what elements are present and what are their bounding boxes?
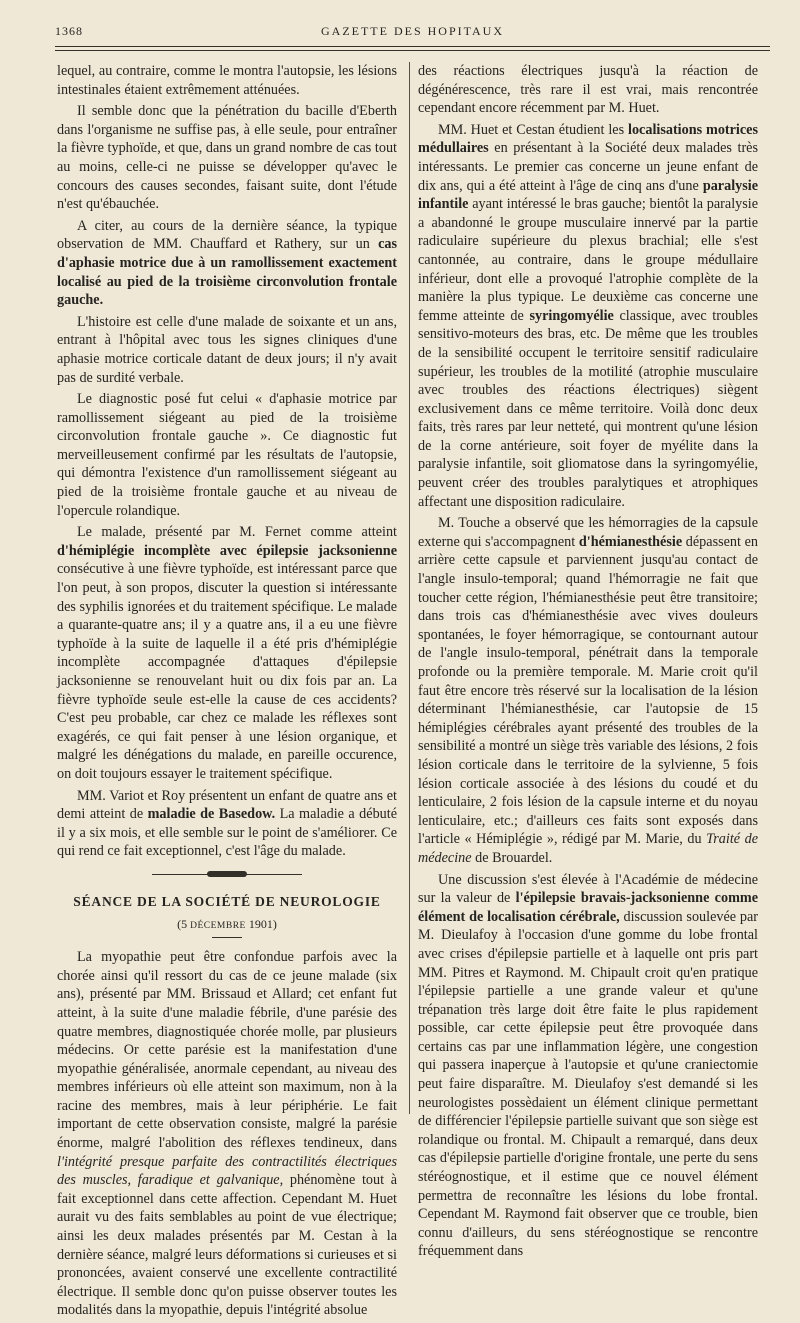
paragraph: Une discussion s'est élevée à l'Académie de médecine sur la valeur de l'épilepsie bravais-jacksonienne comme élément de localisation cérébrale, discussion soulevée par M. Dieulafoy à l'occasion d'une gomme du lobe frontal avec crises d'épilepsie partielle et à laquelle ont pris part MM. Pitres et Raymond. M. Chipault croit qu'en pratique l'épilepsie partielle a une grande valeur et qu'une trépanation très large doit être faite le plus rapidement possible, car cette épilepsie peut être provoquée dans certains cas par une inflammation légère, une congestion qui passera inaperçue à l'autopsie et qu'une craniectomie peut faire disparaître. M. Dieulafoy s'est demandé si les neurologistes possèdaient un élément clinique permettant de différencier l'épilepsie partielle suivant que son siège est rolandique ou frontal. M. Chipault a remarqué, dans deux cas d'épilepsie partielle d'origine frontale, une perte du sens stéréognostique, et il estime que ce nouvel élément permettra de reconnaître les lésions du lobe frontal. Cependant M. Raymond fait observer que ce trouble, bien connu d'ailleurs, du sens stéréognostique se rencontre fréquemment dans (418, 871, 759, 1260)
italic-text: l'intégrité presque parfaite des contractilités électriques des muscles, faradique et galvanique, (57, 1153, 397, 1189)
header-rule-thin (55, 50, 770, 51)
section-date: (5 DÉCEMBRE 1901) (177, 916, 277, 931)
paragraph: A citer, au cours de la dernière séance, la typique observation de MM. Chauffard et Rathery, sur un cas d'aphasie motrice due à un ramollissement exactement localisé au pied de la troisième circonvolution frontale gauche. (57, 217, 397, 309)
paragraph: des réactions électriques jusqu'à la réaction de dégénérescence, très rare il est vrai, mais rencontrée cependant encore récemment par M. Huet. (418, 63, 758, 117)
paragraph: M. Touche a observé que les hémorragies de la capsule externe qui s'accompagnent d'hémianesthésie dépassent en arrière cette capsule et parviennent jusqu'au contact de l'angle insulo-temporal; quand l'hémorragie ne fait que toucher cette région, l'hémianesthésie peut être transitoire; dans trois cas d'hémianesthésie avec vives douleurs spontanées, le foyer hémorragique, se contournant autour de l'angle insulo-temporal, pénétrait dans la temporale profonde ou la première temporale. M. Marie croit qu'il faut être encore très réservé sur la localisation de la lésion déterminant l'hémianesthésie, car l'autopsie de 15 hémiplégies cérébrales ayant présenté des troubles de la sensibilité a montré un siège très variable des lésions, 2 fois lésion corticale dans le territoire de la sylvienne, 5 fois lésion corticale associée à des lésions du coudé et du lenticulaire, 2 fois lésion de la capsule interne et du noyau lenticulaire, etc.; d'ailleurs ces faits sont exposés dans l'article « Hémiplégie », rédigé par M. Marie, du Traité de médecine de Brouardel. (418, 515, 758, 866)
paragraph: L'histoire est celle d'une malade de soixante et un ans, entrant à l'hôpital avec tous les signes cliniques d'une aphasie motrice corticale datant de deux jours; il n'y avait pas de surdité verbale. (57, 313, 397, 386)
short-rule (212, 937, 242, 938)
paragraph: MM. Variot et Roy présentent un enfant de quatre ans et demi atteint de maladie de Basedow. La maladie a débuté il y a six mois, et elle semble sur le point de s'améliorer. Ce qui rend ce fait exceptionnel, c'est l'âge du malade. (57, 787, 398, 860)
bold-heading-text: cas d'aphasie motrice due à un ramollissement exactement localisé au pied de la troisième circonvolution frontale gauche. (57, 236, 397, 309)
paragraph: MM. Huet et Cestan étudient les localisations motrices médullaires en présentant à la Société deux malades très intéressants. Le premier cas concerne un jeune enfant de dix ans, qui a été atteint à l'âge de cinq ans d'une paralysie infantile ayant intéressé le bras gauche; bientôt la paralysie a abandonné le groupe musculaire innervé par la partie radiculaire supérieure du plexus brachial; elle s'est cantonnée, au contraire, dans le groupe médullaire inférieur, dont elle a provoqué l'atrophie complète de la manière la plus typique. Le deuxième cas concerne une femme atteinte de syringomyélie classique, avec troubles sensitivo-moteurs des bras, etc. De même que les troubles de la sensibilité occupent le territoire sensitif radiculaire supérieur, les troubles de la motilité (atrophie musculaire avec troubles des réactions électriques) siègent exclusivement dans ce même territoire. Voilà donc deux faits, très rares par leur netteté, qui montrent qu'une lésion de la corne antérieure, soit foyer de myélite dans la paralysie infantile, soit gliomatose dans la syringomyélie, peuvent créer des troubles paralytiques et atrophiques affectant une disposition radiculaire. (418, 121, 758, 510)
header-rule (55, 46, 770, 47)
paragraph: Le malade, présenté par M. Fernet comme atteint d'hémiplégie incomplète avec épilepsie jacksonienne consécutive à une fièvre typhoïde, est intéressant parce que l'on peut, à son propos, discuter la question si intéressante des syphilis ignorées et du traitement spécifique. Le malade a quarante-quatre ans; il y a quatre ans, il a eu une fièvre typhoïde à la suite de laquelle il a été pris d'hémiplégie incomplète accompagnée d'attaques d'épilepsie jacksonienne se renouvelant huit ou dix fois par an. La fièvre typhoïde seule est-elle la cause de ces accidents? C'est peu probable, car chez ce malade les réflexes sont exagérés, ce qui fait penser à une lésion organique, et malgré les dénégations du malade, en pareille occurence, on doit toujours essayer le traitement spécifique. (57, 524, 397, 782)
paragraph: La myopathie peut être confondue parfois avec la chorée ainsi qu'il ressort du cas de ce jeune malade (six ans), présenté par MM. Brissaud et Allard; cet enfant fut atteint, à la suite d'une maladie fébrile, d'une parésie des quatre membres, diagnostiquée chorée molle, par plusieurs médecins. Or cette parésie est la manifestation d'une myopathie généralisée, anormale cependant, au niveau des membres inférieurs où elle atteint son maximum, non à la racine des membres, mais à leur périphérie. Le fait important de cette observation consiste, malgré la parésie énorme, malgré l'abolition des réflexes tendineux, dans l'intégrité presque parfaite des contractilités électriques des muscles, faradique et galvanique, phénomène tout à fait exceptionnel dans cette affection. Cependant M. Huet aurait vu des faits semblables au point de vue électrique; ainsi les deux malades présentés par M. Cestan à la dernière séance, malgré leurs déformations si curieuses et si prononcées, avaient conservé une excellente contractilité électrique. Il semble donc qu'on puisse observer toutes les modalités dans la myopathie, depuis l'intégrité absolue (57, 949, 398, 1319)
page-number: 1368 (55, 24, 83, 38)
bold-heading-text: d'hémiplégie incomplète avec épilepsie jacksonienne (57, 542, 397, 559)
section-ornament (57, 871, 397, 877)
paragraph: Le diagnostic posé fut celui « d'aphasie motrice par ramollissement siégeant au pied de la troisième circonvolution frontale gauche ». Ce diagnostic fut merveilleusement confirmé par les résultats de l'autopsie, qui démontra l'existence d'un ramollissement siégeant au pied de la troisième frontale gauche et au niveau de l'opercule rolandique. (57, 391, 397, 519)
left-column (57, 62, 397, 1323)
page-header (55, 24, 770, 44)
journal-title: GAZETTE DES HOPITAUX (320, 24, 505, 38)
right-column (418, 62, 758, 1264)
paragraph: lequel, au contraire, comme le montra l'autopsie, les lésions intestinales étaient extrêmement atténuées. (57, 63, 397, 98)
section-title: SÉANCE DE LA SOCIÉTÉ DE NEUROLOGIE (73, 893, 381, 909)
paragraph: Il semble donc que la pénétration du bacille d'Eberth dans l'organisme ne suffise pas, à elle seule, pour entraîner la fièvre typhoïde, et que, dans un grand nombre de cas tout au moins, celle-ci ne puisse se développer qu'avec le concours des causes secondes, faisant suite, dont l'étude n'est qu'ébauchée. (57, 103, 397, 213)
bold-heading-text: maladie de Basedow. (147, 806, 276, 823)
column-divider (409, 62, 410, 1114)
